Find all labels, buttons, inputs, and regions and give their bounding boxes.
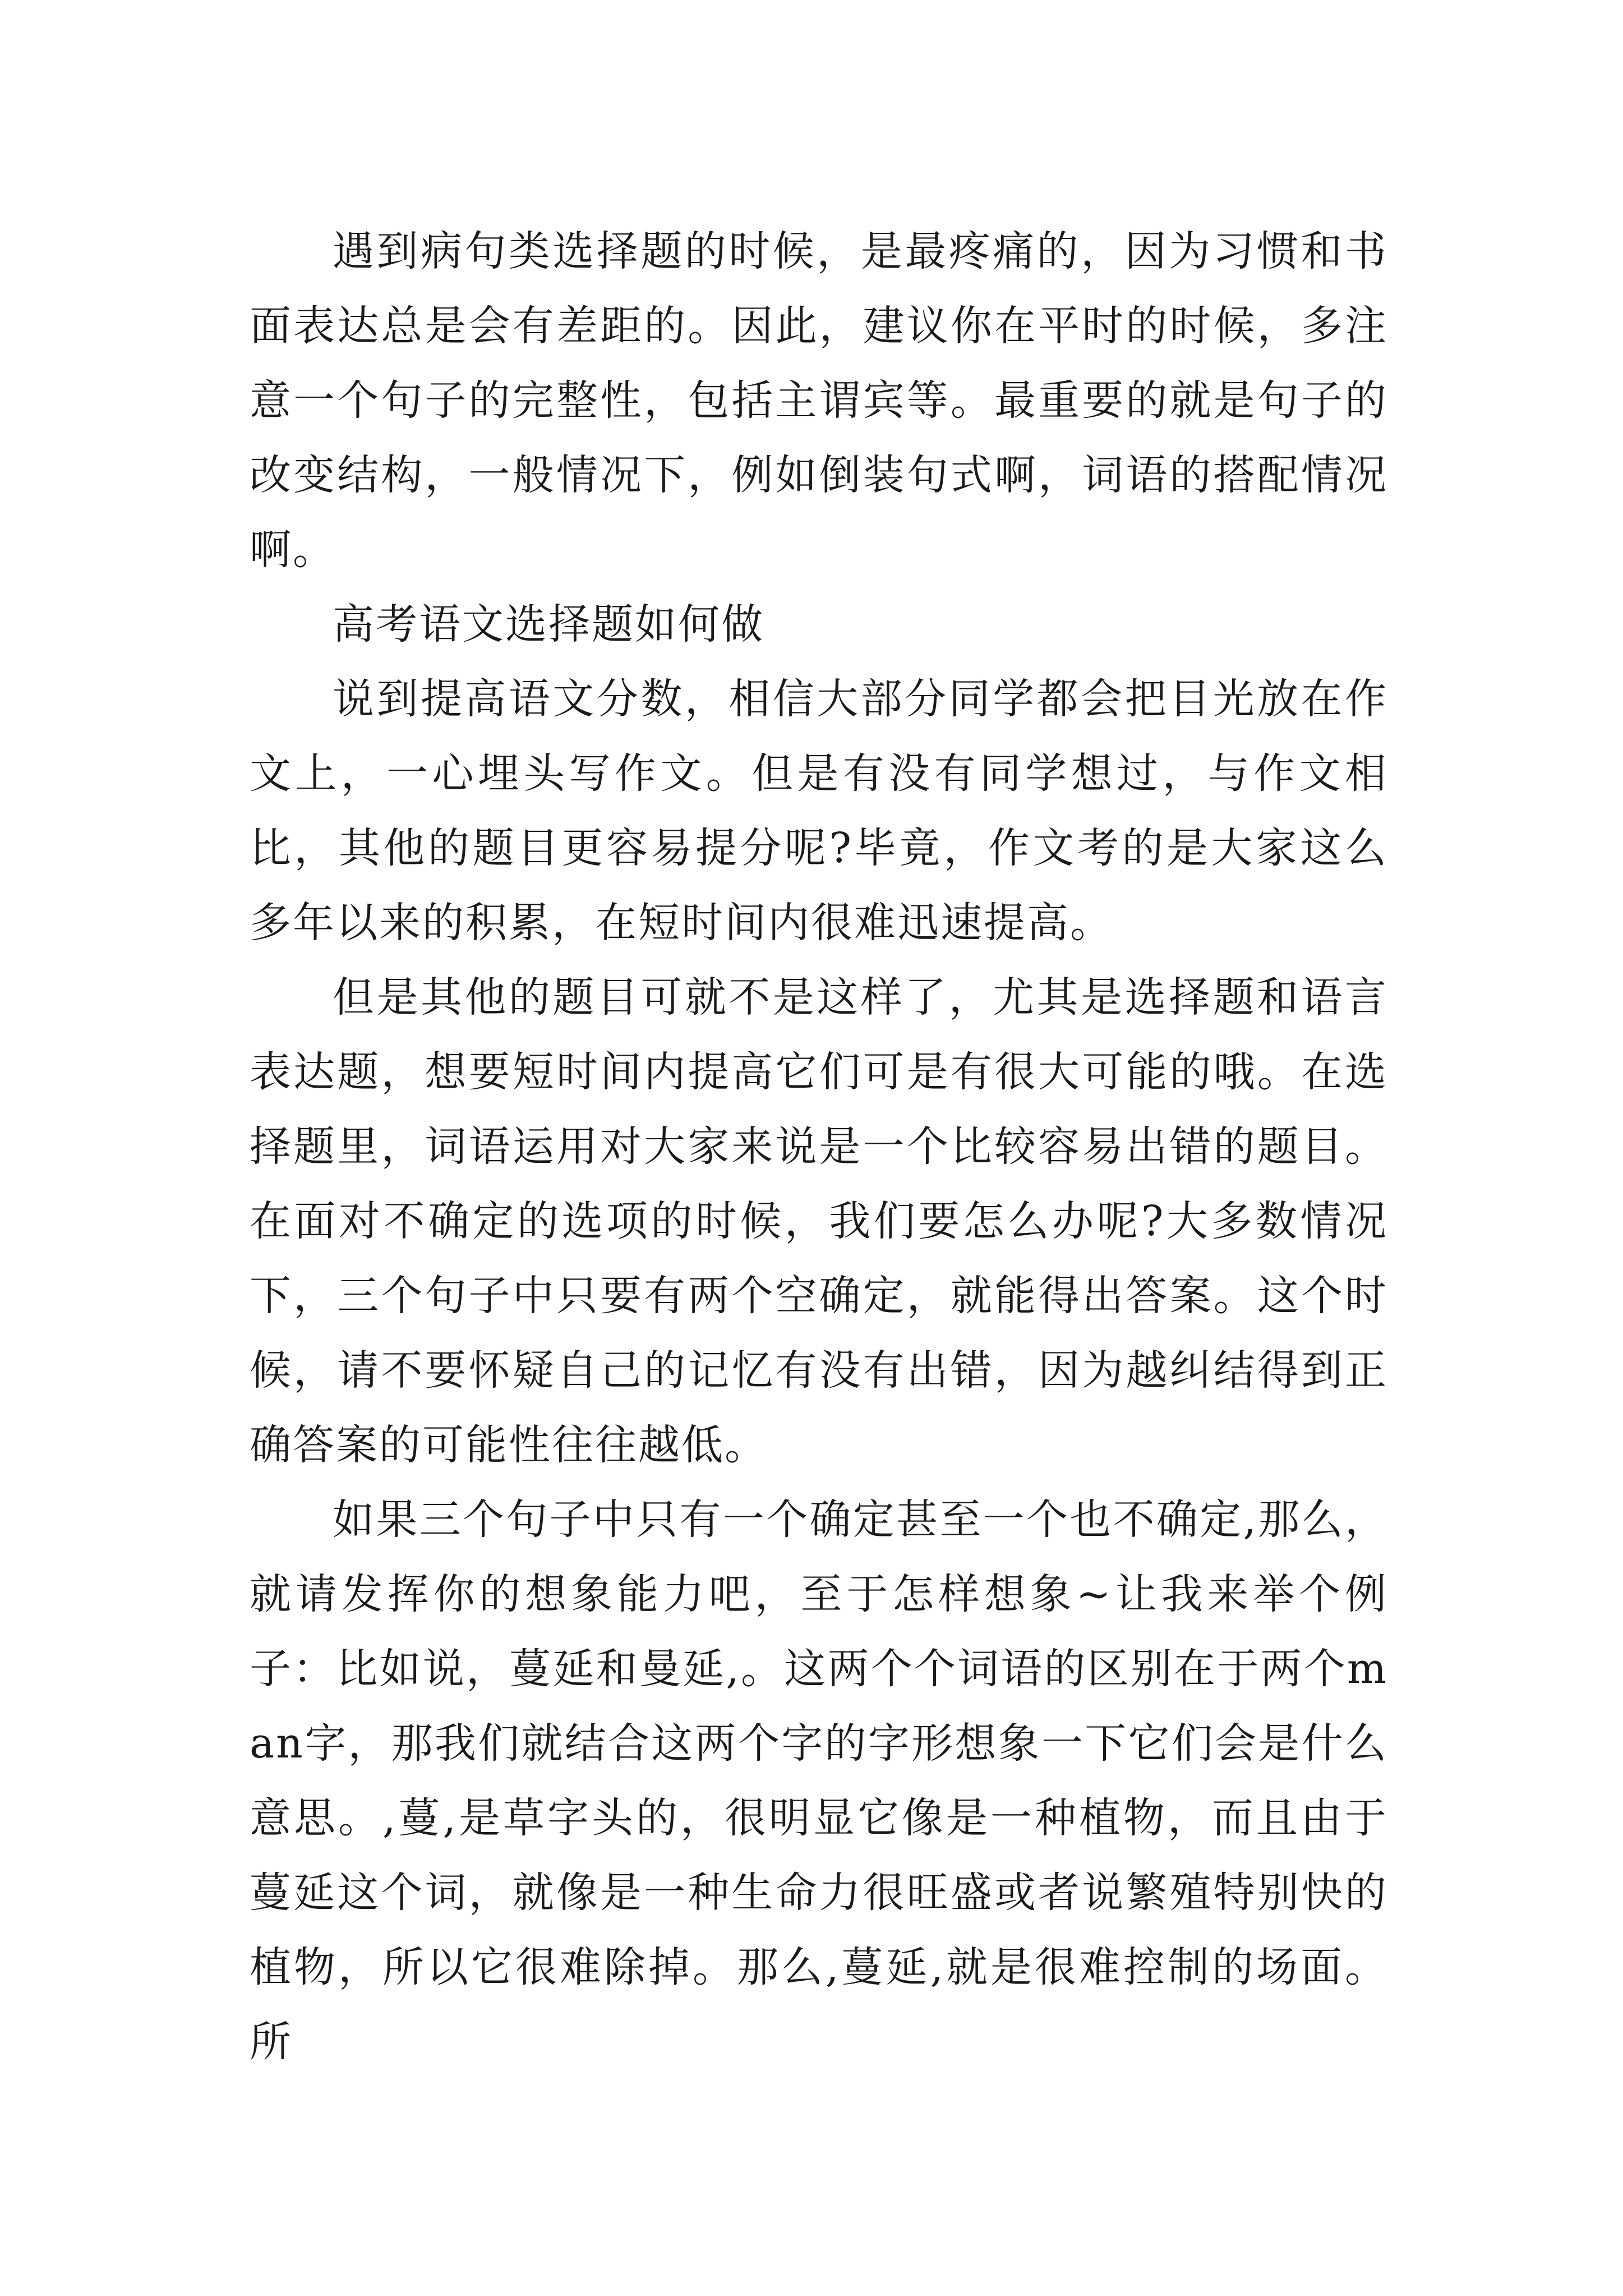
document-body bbox=[250, 214, 1388, 2079]
paragraph-2: 说到提高语文分数，相信大部分同学都会把目光放在作文上，一心埋头写作文。但是有没有同学想过，与作文相比，其他的题目更容易提分呢?毕竟，作文考的是大家这么多年以来的积累，在短时间内很难迅速提高。 bbox=[250, 675, 1388, 947]
paragraph-4: 如果三个句子中只有一个确定甚至一个也不确定,那么，就请发挥你的想象能力吧，至于怎样想象~让我来举个例子：比如说，蔓延和曼延,。这两个个词语的区别在于两个man字，那我们就结合这两个字的字形想象一下它们会是什么意思。,蔓,是草字头的，很明显它像是一种植物，而且由于蔓延这个词，就像是一种生命力很旺盛或者说繁殖特别快的植物，所以它很难除掉。那么,蔓延,就是很难控制的场面。所 bbox=[250, 1496, 1388, 2066]
paragraph-1: 遇到病句类选择题的时候，是最疼痛的，因为习惯和书面表达总是会有差距的。因此，建议你在平时的时候，多注意一个句子的完整性，包括主谓宾等。最重要的就是句子的改变结构，一般情况下，例如倒装句式啊，词语的搭配情况啊。 bbox=[250, 227, 1388, 574]
paragraph-3: 但是其他的题目可就不是这样了，尤其是选择题和语言表达题，想要短时间内提高它们可是有很大可能的哦。在选择题里，词语运用对大家来说是一个比较容易出错的题目。在面对不确定的选项的时候，我们要怎么办呢?大多数情况下，三个句子中只要有两个空确定，就能得出答案。这个时候，请不要怀疑自己的记忆有没有出错，因为越纠结得到正确答案的可能性往往越低。 bbox=[250, 973, 1388, 1469]
section-heading: 高考语文选择题如何做 bbox=[333, 600, 764, 648]
